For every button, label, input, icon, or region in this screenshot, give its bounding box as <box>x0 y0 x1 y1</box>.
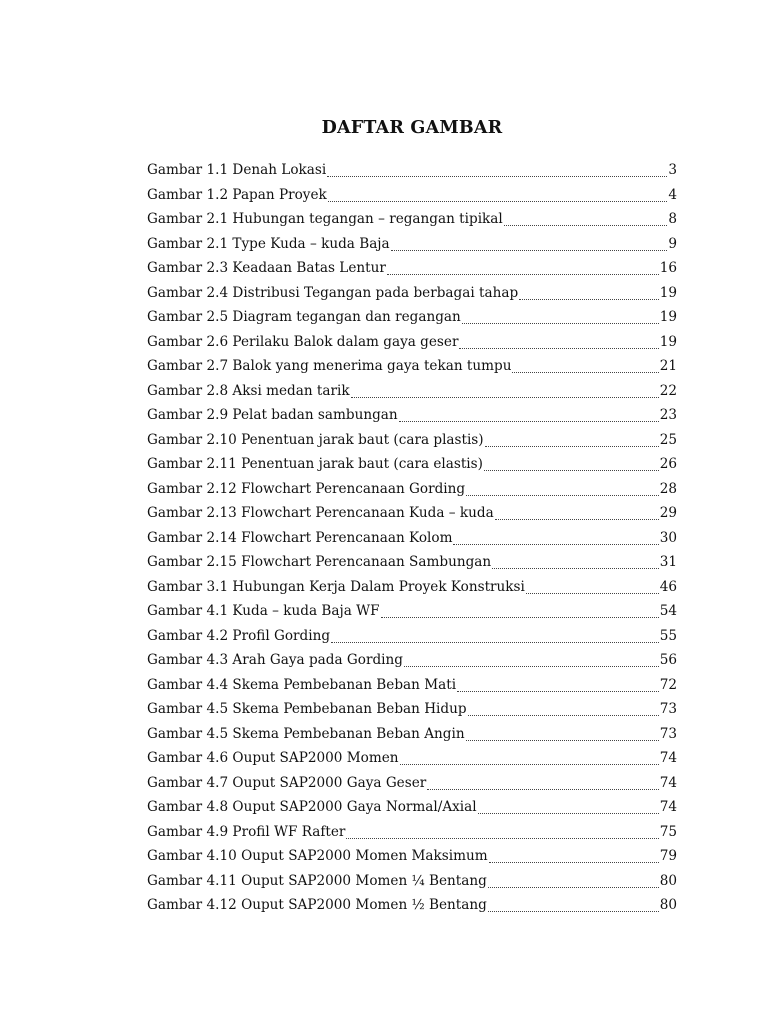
toc-entry <box>147 379 677 404</box>
toc-entry-page-number: 19 <box>659 284 677 301</box>
toc-entry <box>147 820 677 845</box>
dot-leader <box>327 168 667 178</box>
dot-leader <box>387 266 659 276</box>
toc-entry <box>147 477 677 502</box>
toc-entry-label: Gambar 2.12 Flowchart Perencanaan Gording <box>147 480 466 497</box>
toc-entry-label: Gambar 4.12 Ouput SAP2000 Momen ½ Bentang <box>147 897 487 913</box>
toc-entry-page-number: 29 <box>659 505 677 521</box>
toc-entry-page-number: 73 <box>659 725 677 742</box>
toc-entry-page-number: 74 <box>659 750 677 766</box>
dot-leader <box>504 217 668 227</box>
toc-entry <box>147 722 677 747</box>
toc-entry <box>147 697 677 722</box>
toc-entry <box>147 305 677 330</box>
toc-entry <box>147 281 677 306</box>
toc-entry-page-number: 26 <box>659 456 677 472</box>
toc-entry-label: Gambar 2.6 Perilaku Balok dalam gaya geser <box>147 333 459 350</box>
toc-entry-label: Gambar 2.14 Flowchart Perencanaan Kolom <box>147 529 453 546</box>
toc-entry <box>147 232 677 257</box>
toc-entry-page-number: 28 <box>659 480 677 497</box>
dot-leader <box>519 291 659 301</box>
dot-leader <box>488 903 659 913</box>
toc-entry-label: Gambar 2.13 Flowchart Perencanaan Kuda – kuda <box>147 505 494 521</box>
toc-entry <box>147 428 677 453</box>
dot-leader <box>453 536 658 546</box>
toc-entry-page-number: 23 <box>659 407 677 423</box>
toc-entry-page-number: 72 <box>659 676 677 693</box>
toc-entry <box>147 575 677 600</box>
toc-entry <box>147 648 677 673</box>
dot-leader <box>468 707 659 717</box>
toc-entry-label: Gambar 4.5 Skema Pembebanan Beban Hidup <box>147 701 467 717</box>
toc-entry-label: Gambar 2.10 Penentuan jarak baut (cara plastis) <box>147 431 484 448</box>
toc-entry <box>147 354 677 379</box>
toc-entry <box>147 183 677 208</box>
toc-entry <box>147 599 677 624</box>
toc-entry-page-number: 56 <box>659 652 677 668</box>
toc-entry-page-number: 54 <box>659 603 677 619</box>
toc-entry-label: Gambar 2.11 Penentuan jarak baut (cara elastis) <box>147 456 483 472</box>
dot-leader <box>484 462 659 472</box>
dot-leader <box>492 560 659 570</box>
toc-entry <box>147 869 677 894</box>
toc-entry <box>147 501 677 526</box>
dot-leader <box>466 487 659 497</box>
toc-entry-page-number: 31 <box>659 554 677 570</box>
toc-entry-label: Gambar 2.15 Flowchart Perencanaan Sambungan <box>147 554 492 570</box>
toc-entry-page-number: 9 <box>668 235 677 252</box>
toc-entry <box>147 207 677 232</box>
toc-entry <box>147 893 677 918</box>
toc-entry-label: Gambar 2.7 Balok yang menerima gaya tekan tumpu <box>147 358 512 374</box>
toc-entry-label: Gambar 4.6 Ouput SAP2000 Momen <box>147 750 399 766</box>
dot-leader <box>466 732 659 742</box>
toc-entry <box>147 746 677 771</box>
dot-leader <box>485 438 659 448</box>
dot-leader <box>400 756 659 766</box>
dot-leader <box>478 805 659 815</box>
toc-entry-page-number: 16 <box>659 260 677 276</box>
dot-leader <box>495 511 659 521</box>
toc-entry-page-number: 80 <box>659 897 677 913</box>
toc-entry-label: Gambar 4.3 Arah Gaya pada Gording <box>147 652 403 668</box>
toc-entry-page-number: 30 <box>659 529 677 546</box>
toc-entry-label: Gambar 4.8 Ouput SAP2000 Gaya Normal/Axial <box>147 799 477 815</box>
dot-leader <box>512 364 658 374</box>
toc-entry-label: Gambar 4.5 Skema Pembebanan Beban Angin <box>147 725 465 742</box>
toc-entry-page-number: 74 <box>659 774 677 791</box>
toc-entry-page-number: 4 <box>668 186 677 203</box>
dot-leader <box>399 413 659 423</box>
toc-entry <box>147 771 677 796</box>
toc-entry-label: Gambar 4.1 Kuda – kuda Baja WF <box>147 603 380 619</box>
dot-leader <box>351 389 659 399</box>
toc-entry-label: Gambar 2.9 Pelat badan sambungan <box>147 407 398 423</box>
toc-entry <box>147 158 677 183</box>
toc-entry-page-number: 80 <box>659 872 677 889</box>
dot-leader <box>462 315 659 325</box>
toc-entry-page-number: 21 <box>659 358 677 374</box>
toc-entry-label: Gambar 1.1 Denah Lokasi <box>147 162 327 178</box>
toc-entry-label: Gambar 2.1 Type Kuda – kuda Baja <box>147 235 390 252</box>
toc-entry-page-number: 79 <box>659 848 677 864</box>
dot-leader <box>488 879 659 889</box>
toc-entry <box>147 452 677 477</box>
toc-entry-page-number: 73 <box>659 701 677 717</box>
toc-entry <box>147 330 677 355</box>
dot-leader <box>459 340 658 350</box>
toc-entry-label: Gambar 2.1 Hubungan tegangan – regangan tipikal <box>147 211 503 227</box>
toc-entry-label: Gambar 4.2 Profil Gording <box>147 627 331 644</box>
toc-entry-page-number: 3 <box>668 162 677 178</box>
toc-entry-label: Gambar 2.8 Aksi medan tarik <box>147 382 350 399</box>
toc-entry <box>147 844 677 869</box>
toc-entry-label: Gambar 3.1 Hubungan Kerja Dalam Proyek Konstruksi <box>147 578 525 595</box>
dot-leader <box>489 854 659 864</box>
toc-entry <box>147 550 677 575</box>
toc-entry <box>147 795 677 820</box>
dot-leader <box>331 634 659 644</box>
toc-entry-label: Gambar 2.4 Distribusi Tegangan pada berbagai tahap <box>147 284 519 301</box>
dot-leader <box>427 781 658 791</box>
toc-entry-label: Gambar 2.5 Diagram tegangan dan regangan <box>147 309 461 325</box>
table-of-figures <box>147 158 677 918</box>
toc-entry <box>147 526 677 551</box>
toc-entry-label: Gambar 4.11 Ouput SAP2000 Momen ¼ Bentang <box>147 872 487 889</box>
toc-entry-page-number: 74 <box>659 799 677 815</box>
dot-leader <box>457 683 659 693</box>
toc-entry-page-number: 19 <box>659 309 677 325</box>
toc-entry-label: Gambar 4.10 Ouput SAP2000 Momen Maksimum <box>147 848 488 864</box>
toc-entry <box>147 403 677 428</box>
toc-entry-page-number: 75 <box>659 823 677 840</box>
toc-entry-label: Gambar 4.4 Skema Pembebanan Beban Mati <box>147 676 457 693</box>
dot-leader <box>526 585 659 595</box>
toc-entry-label: Gambar 1.2 Papan Proyek <box>147 186 327 203</box>
toc-entry-page-number: 22 <box>659 382 677 399</box>
toc-entry <box>147 256 677 281</box>
dot-leader <box>346 830 658 840</box>
dot-leader <box>328 193 668 203</box>
toc-entry <box>147 624 677 649</box>
page-title: DAFTAR GAMBAR <box>321 118 503 138</box>
toc-entry-label: Gambar 4.9 Profil WF Rafter <box>147 823 346 840</box>
dot-leader <box>381 609 659 619</box>
dot-leader <box>404 658 659 668</box>
dot-leader <box>391 242 668 252</box>
toc-entry-page-number: 25 <box>659 431 677 448</box>
toc-entry-page-number: 19 <box>659 333 677 350</box>
toc-entry-page-number: 55 <box>659 627 677 644</box>
toc-entry-page-number: 8 <box>668 211 677 227</box>
toc-entry-label: Gambar 4.7 Ouput SAP2000 Gaya Geser <box>147 774 427 791</box>
toc-entry-label: Gambar 2.3 Keadaan Batas Lentur <box>147 260 386 276</box>
toc-entry-page-number: 46 <box>659 578 677 595</box>
toc-entry <box>147 673 677 698</box>
